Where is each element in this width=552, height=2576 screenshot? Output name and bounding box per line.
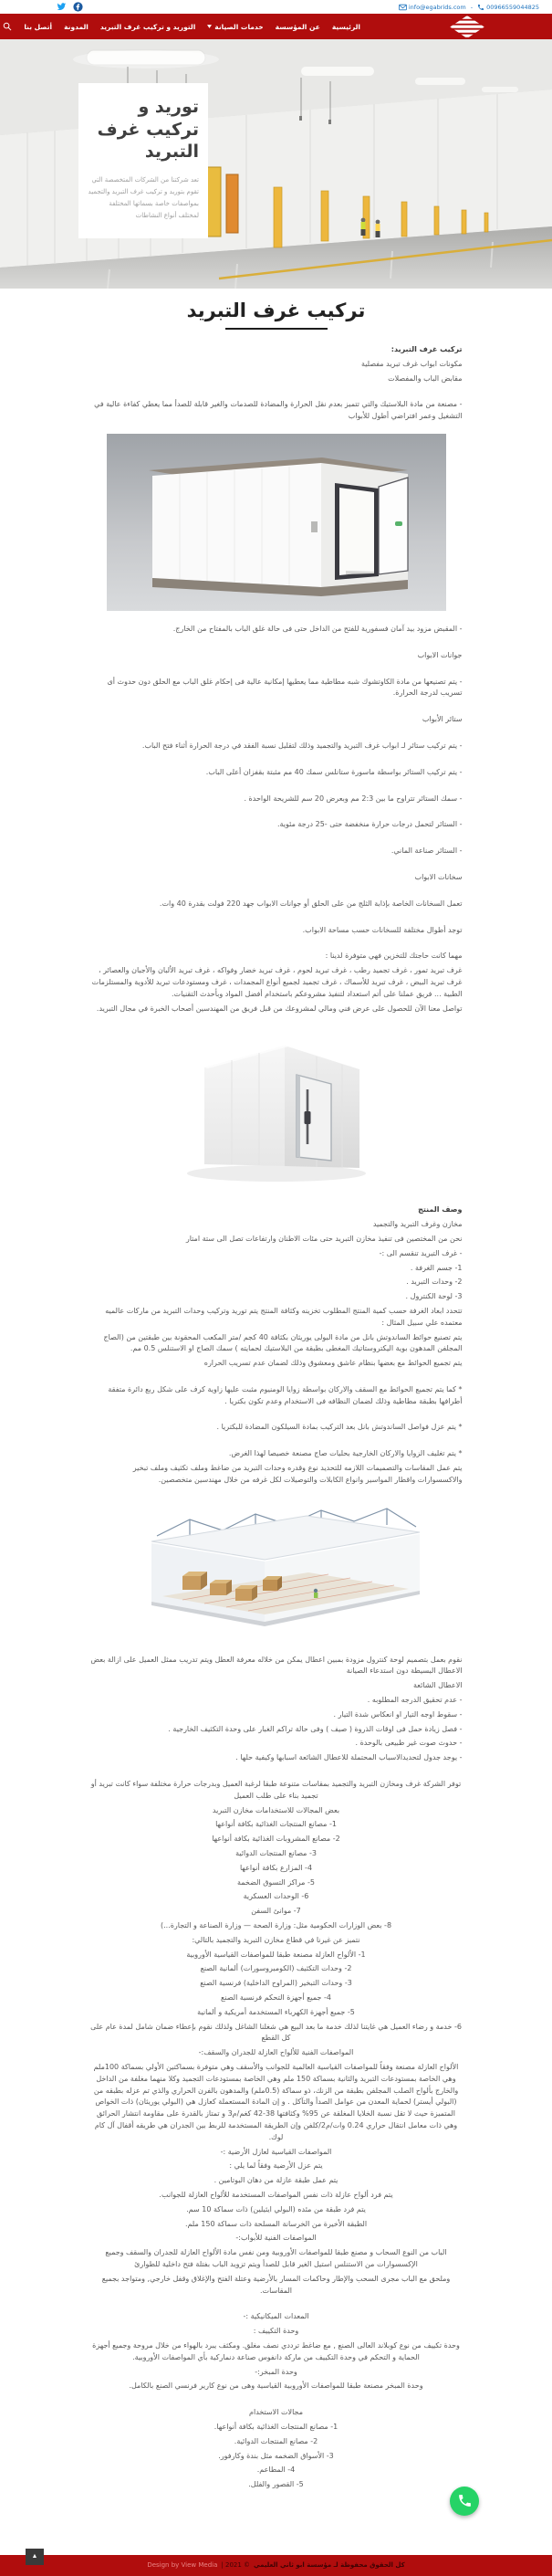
scroll-to-top-button[interactable] [26, 2549, 44, 2565]
article-paragraph: يتم فرد ألواح عازلة ذات نفس المواصفات المستخدمة للألواح العازلة للجوانب. [159, 2190, 393, 2199]
article-section-1 [90, 344, 463, 423]
nav-item-contact[interactable] [24, 23, 52, 31]
article-paragraph: الاعطال الشائعة [412, 1681, 463, 1690]
article-paragraph: مهما كانت حاجتك للتخزين فهي متوفرة لدينا : [325, 952, 463, 961]
article-paragraph: ستائر الأبواب [422, 715, 463, 724]
contact-separator: - [470, 3, 474, 11]
article-paragraph: - الستائر لتحمل درجات حرارة منخفضة حتى -25 درجة مئوية. [276, 820, 463, 829]
article-paragraph: 1- الألواح العازلة مصنعة طبقا للمواصفات القياسية الأوروبية [186, 1950, 366, 1959]
article-paragraph: 1- جسم الغرفة . [410, 1263, 463, 1272]
hero-subtitle: تعد شركتنا من الشركات المتخصصة التي تقوم بتوريد و تركيب غرف التبريد والتجميد بمواصفات خاصة بسماتها المختلفة لمختلف أنواع النشاطات [88, 176, 199, 219]
article-paragraph: 3- مصانع المنتجات الدوائية [235, 1849, 317, 1858]
article-paragraph: وحدة تكييف من نوع كوبلاند العالى الصنع , مع ضاغط ترددي نصف مغلق. ومكثف يبرد بالهواء من خلال مروحة وجميع أجهزة الحماية و التحكم في وحدة التكييف من ماركة دانفوس صناعة دنماركية بأي المواصفات الأوروبية. [92, 2340, 460, 2361]
nav-item-label: التوريد و تركيب غرف التبريد [99, 22, 196, 31]
facebook-icon[interactable] [73, 2, 83, 12]
article-paragraph: وصف المنتج [418, 1205, 463, 1214]
article-paragraph: توفر الشركة غرف ومخازن التبريد والتجميد بمقاسات متنوعة طبقا لرغبة العميل وبدرجات حرارة مختلفة سواء كانت تبريد أو تجميد بناء على طلب العميل [90, 1780, 462, 1800]
article-paragraph: المواصفات الفنية للأبواب:- [235, 2234, 317, 2243]
article-paragraph: وحدة التكييف : [253, 2327, 299, 2336]
article-paragraph: الباب من النوع السحاب و مصنع طبقا للمواصفات الأوروبية ومن نفس مادة الألواح العازلة للجدران والسقف وجميع الإكسسوارات من الاستنلس استيل الغير قابل للصدأ ويتم تزويد الباب بفتلة فتح داخلية للطوارئ [105, 2248, 447, 2268]
search-button[interactable] [3, 22, 12, 31]
article-paragraph: توجد أطوال مختلفة للسخانات حسب مساحة الابواب. [302, 925, 463, 934]
article-paragraph: وحدة المبخر مصنعة طبقا للمواصفات الأوروبية القياسية وهى من نوع كارير فرنسي الصنع بالكامل. [129, 2381, 423, 2391]
hero-card [78, 83, 208, 238]
article-paragraph: تتحدد ابعاد الغرفة حسب كمية المنتج المطلوب تخزينه وكثافة المنتج يتم توريد وتركيب وحدات التبريد من ماركات عالميه معتمده علي سبيل المثال : [105, 1306, 463, 1327]
nav-item-supply-install-cold-rooms[interactable] [100, 23, 195, 31]
article-paragraph: 3- لوحة الكنترول . [405, 1292, 463, 1301]
article-paragraph: - عدم تحقيق الدرجه المطلوبه . [367, 1696, 463, 1705]
social-links [57, 2, 83, 12]
article-paragraph: مقابض الباب والمفصلات [388, 373, 463, 383]
phone-icon [477, 4, 484, 11]
nav-item-home[interactable] [332, 23, 360, 31]
article-paragraph: نحن من المختصين فى تنفيذ مخازن التبريد حتى مئات الاطنان وارتفاعات تصل الى ستة امتار [185, 1234, 463, 1243]
search-icon [3, 22, 12, 31]
hero-section [0, 39, 552, 289]
page-title: تركيب غرف التبريد [186, 300, 366, 321]
nav-item-label: خدمات الصيانة [214, 22, 264, 31]
article-paragraph: * يتم عزل فواصل الساندوتش بانل بعد التركيب بمادة السيلكون المضادة للبكتريا . [216, 1423, 463, 1432]
article-paragraph: 4- المزارع بكافة أنواعها [239, 1863, 313, 1872]
article-paragraph: - مصنعة من مادة البلاستيك والتي تتميز بعدم نقل الحرارة والمضادة للصدمات والغير قابلة للصدأ مما يعطي كفاءة عالية في التشغيل وعمر افتراضي أطول للأبواب [94, 400, 463, 421]
header-phone-link[interactable] [477, 4, 539, 11]
hero-title: توريد و تركيب غرف التبريد [97, 97, 199, 163]
article-paragraph: الألواح العازلة مصنعة وفقاً للمواصفات القياسية العالمية للجوانب والأسقف وهي متوفرة بسماكتين الأولي بسماكة 100ملم وهي الخاصة بمستودعات التبريد والثانية بسماكة 150 ملم وهي الخاصة بمستودعات التجميد وكلا منهما مغلفة من الداخل والخارج بألواح الصلب المجلفن بطبقة من الزنك، ذو سماكة (0.5ملم) والمدهون بالفرن الحراري والذي تم عزله بطبقه من (البولي أيستر) لحماية المعدن من عوامل الصدأ والتآكل . و إن المادة المستعملة كعازل هي (البولي يوريثان) ذات الخواص المتميزة حيث لا تقل نسبة الخلايا المغلقة عن 95% وكثافتها 38-42 كغم/م3 و تمتاز بالقدرة على مقاومة انتشار الحرائق وهي ذات معامل انتقال حراري 0.24 وات/م2/كلفن وإن الطريقة المستخدمة للربط بين الجدران هي طريقه أقفال آل كام لوك. [93, 2062, 459, 2141]
article-paragraph: 2- وحدات التكثيف (الكومبروسورات) ألمانية الصنع [200, 1964, 352, 1973]
article-paragraph: تركيب غرف التبريد: [391, 345, 463, 353]
article-paragraph: 5- جميع أجهزة الكهرباء المستخدمة أمريكية و ألمانية [197, 2007, 355, 2016]
footer [0, 2552, 552, 2576]
article-paragraph: 2- وحدات التبريد . [406, 1277, 463, 1287]
article-paragraph: - يتم تركيب الستائر بواسطة ماسورة ستانلس سمك 40 مم مثبتة بقفزان أعلى الباب. [205, 767, 463, 776]
cold-storage-warehouse-image [126, 1501, 427, 1640]
header-phone: 00966559044825 [486, 3, 539, 11]
article-paragraph: يتم تصنيع حوائط الساندوتش بانل من مادة البولى يوريثان بكثافة 40 كجم /متر المكعب المحقونة بين طبقتين من (الصاج المجلفن المدهون بوية اليكتروستاتيك المغطى بطبقة من البلاستيك لحمايته ) سمك الصاج او الاستنلس 0.5 مم. [103, 1332, 463, 1353]
article-paragraph: - يتم تصنيعها من مادة الكاوتشوك شبه مطاطية مما يعطيها إمكانية عالية فى إحكام غلق الباب مع الحلق دون حدوث أى تسريب لدرجة الحرارة. [107, 677, 463, 698]
cold-room-open-door-illustration [107, 434, 446, 611]
article-paragraph: مخازن وغرف التبريد والتجميد [372, 1220, 463, 1229]
article-paragraph: جوانات الابواب [417, 650, 463, 659]
cold-room-image-1 [107, 434, 446, 611]
article-paragraph: مكونات ابواب غرف تبريد مفصلية [360, 359, 463, 368]
footer-year: © 2021 | [221, 2561, 251, 2570]
footer-copyright: كل الحقوق محفوظة لـ مؤسسة ابو ثاني العليمي [254, 2561, 405, 2570]
header-email: info@egabrids.com [408, 3, 466, 11]
article-paragraph: - الستائر صناعة الماني. [391, 846, 463, 856]
topbar [0, 0, 552, 14]
article-paragraph: تواصل معنا الآن للحصول على عرض فني ومالي لمشروعك من قبل فريق من المهندسين أصحاب الخبرة في مجال التبريد. [96, 1004, 463, 1013]
footer-designby-link[interactable]: Design by View Media [147, 2561, 218, 2570]
article-paragraph: - يتم تركيب ستائر لـ ابواب غرف التبريد والتجميد وذلك لتقليل نسبة الفقد في درجة الحرارة أثناء فتح الباب. [141, 741, 463, 750]
article-paragraph: 7- موانئ السفن [251, 1907, 301, 1916]
article-paragraph: الطبقة الأخيرة من الخرسانة المسلحة ذات سماكة 150 ملم. [184, 2219, 368, 2228]
nav-item-blog[interactable] [64, 23, 89, 31]
article-paragraph: يتم تجميع الحوائط مع بعضها بنظام عاشق ومعشوق وذلك لضمان عدم تسريب الحراره [203, 1359, 463, 1368]
article-paragraph: 4- المطاعم. [256, 2466, 296, 2475]
article-paragraph: نقوم بعمل بتصميم لوحة كنترول مزودة بمبين اعطال يمكن من خلاله معرفة العطل ويتم تدريب ممثل العميل على ازالة بعض الاعطال البسيطة دون استدعاء الصيانة [90, 1655, 463, 1676]
cold-room-closed-illustration [163, 1029, 390, 1190]
article-paragraph: 4- جميع أجهزة التحكم فرنسية الصنع [221, 1993, 331, 2002]
main-menu [3, 14, 360, 39]
article-paragraph: 3- وحدات التبخير (المراوح الداخلية) فرنسية الصنع [200, 1979, 352, 1988]
article-paragraph: بعض المجالات للاستخدامات مخازن التبريد [212, 1805, 340, 1814]
article-paragraph: - يوجد جدول لتحديدالاسباب المحتملة للاعطال الشائعة اسبابها وكيفية حلها . [235, 1753, 463, 1762]
whatsapp-button[interactable] [450, 2487, 479, 2516]
article-paragraph: 5- القصور والفلل. [248, 2480, 304, 2489]
nav-item-about[interactable] [276, 23, 320, 31]
title-underline [225, 328, 328, 330]
article-paragraph: - فصل زيادة حمل فى اوقات الذروة ( صيف ) وفى حالة تراكم الغبار على وحدة التكثيف الخارجية . [168, 1724, 463, 1733]
article-paragraph: * كما يتم تجميع الحوائط مع السقف والاركان بواسطة زوايا الومنيوم مثبت عليها زاوية كرف على شكل ربع دائرة متفقة أطرافها بطبقة مطاطية وذلك لضمان النظافه فى الاستخدام وعدم تكون بكتريا . [108, 1384, 463, 1405]
article-paragraph: يتم فرد طبقة من مئده (البولي ايثيلين) ذات سماكة 10 سم. [186, 2204, 366, 2213]
article-paragraph: 6- خدمة و رضاء العميل هي غايتنا لذلك خدمة ما بعد البيع هي شغلنا الشاغل ولذلك نقوم بإعطاء ضمان شامل لمدة عام على كل القطع [90, 2022, 462, 2043]
article-paragraph: يتم عمل طبقة عازلة من دهان البوتامين . [214, 2176, 338, 2185]
article-paragraph: سخانات الابواب [414, 872, 463, 881]
article-section-3 [90, 1204, 463, 1486]
chevron-up-icon: ▲ [31, 2552, 38, 2560]
article-paragraph: المواصفات الفنية للألواح العازلة للجدران والسقف:- [198, 2048, 354, 2057]
article-paragraph: يتم عمل المقاسات والتصميمات اللازمه للتحديد نوع وقدره وحدات التبريد من ضاغط وملف تكثيف وملف تبخير والاكسسوارات واقطار المواسير وانواع الكابلات والتوصيلات لكل غرفه من خلال مهندسين متخصصين. [132, 1464, 463, 1484]
article-paragraph: وحدة المبخر:- [255, 2367, 297, 2376]
cold-room-image-2 [163, 1029, 390, 1190]
email-icon [399, 4, 407, 11]
nav-item-label: الرئيسية [331, 22, 360, 31]
main-navbar [0, 14, 552, 39]
article-paragraph: تعمل السخانات الخاصة بإذابة الثلج من على الحلق أو جوانات الابواب جهد 220 فولت بقدرة 40 وات. [159, 899, 463, 908]
whatsapp-icon [457, 2493, 473, 2508]
article-paragraph: نتميز عن غيرنا في قطاع مخازن التبريد والتجميد بالتالي: [192, 1935, 360, 1944]
article-section-5 [90, 1779, 463, 2491]
nav-item-label: أتصل بنا [24, 22, 53, 31]
article-paragraph: المواصفات القياسية لعازل الأرضية :- [220, 2147, 332, 2156]
warehouse-cutaway-illustration [126, 1501, 427, 1640]
article-paragraph: - سمك الستائر تتراوح ما بين 2:3 مم وبعرض 20 سم للشريحة الواحدة . [244, 794, 463, 803]
article-content [90, 344, 463, 2491]
article-paragraph: 1- مصانع المنتجات الغذائية بكافة أنواعها [215, 1820, 337, 1829]
nav-item-maintenance-services[interactable] [207, 23, 263, 31]
article-paragraph: يتم عزل الأرضية وفقاً لما يلي : [229, 2161, 323, 2171]
article-section-4 [90, 1655, 463, 1764]
article-paragraph: - سقوط اوجه التيار او انعكاس شدة التيار . [333, 1709, 463, 1719]
article-paragraph: 2- مصانع المنتجات الدوائية. [234, 2436, 318, 2445]
article-paragraph: 8- بعض الوزارات الحكومية مثل: وزارة الصحة — وزارة الصناعة و التجارة...) [160, 1921, 392, 1930]
nav-item-label: المدونة [64, 22, 89, 31]
article-paragraph: المعدات الميكانيكية :- [243, 2312, 309, 2321]
site-logo[interactable] [446, 16, 488, 38]
article-section-2 [90, 624, 463, 1015]
article-paragraph: 3- الأسواق الضخمه مثل بندة وكارفور. [218, 2451, 334, 2460]
article-paragraph: * يتم تغليف الزوايا والاركان الخارجية بحليات صاج مصنعة خصيصا لهذا الغرض. [228, 1449, 463, 1458]
chevron-down-icon [207, 25, 212, 28]
article-paragraph: - غرف التبريد تنقسم الى :- [379, 1248, 463, 1257]
article-paragraph: 6- الوحدات العسكرية [243, 1892, 309, 1901]
header-email-link[interactable] [399, 4, 466, 11]
article-paragraph: 2- مصانع المشروبات الغذائية بكافة أنواعها [212, 1835, 340, 1844]
article-paragraph: - حدوث صوت غير طبيعى بالوحدة . [355, 1739, 463, 1748]
article-paragraph: 5- مراكز التسوق الضخمة [237, 1877, 315, 1887]
article-paragraph: غرف تبريد تمور ، غرف تجميد رطب ، غرف تبريد لحوم ، غرف تبريد خضار وفواكه ، غرف تبريد الألبان والأجبان والعصائر ، غرف تبريد البيض ، غرف تبريد للأسماك ، غرف تجميد لجميع أنواع المجمدات ، غرف ومستودعات تبريد للأدوية والمستلزمات الطبية ... فريق عملنا على أتم استعداد لتنفيذ مشروعكم باستخدام أفضل المواد وبأحدث التقنيات. [91, 966, 463, 998]
nav-item-label: عن المؤسسة [275, 22, 320, 31]
topbar-contact [399, 4, 539, 11]
article-paragraph: - المقبض مزود بيد آمان فسفورية للفتح من الداخل حتى فى حالة غلق الباب بالمفتاح من الخارج. [172, 624, 463, 633]
article-paragraph: مجالات الاستخدام [249, 2408, 303, 2417]
twitter-icon[interactable] [57, 2, 67, 12]
article-paragraph: وملحق مع الباب مجرى السحب والإطار وحاكمات المسار بالأرضية وعتلة الفتح والإغلاق وقفل خارجي, ومتواجد بجميع المقاسات. [101, 2274, 451, 2295]
article-paragraph: 1- مصانع المنتجات الغذائية بكافة أنواعها. [214, 2422, 338, 2431]
